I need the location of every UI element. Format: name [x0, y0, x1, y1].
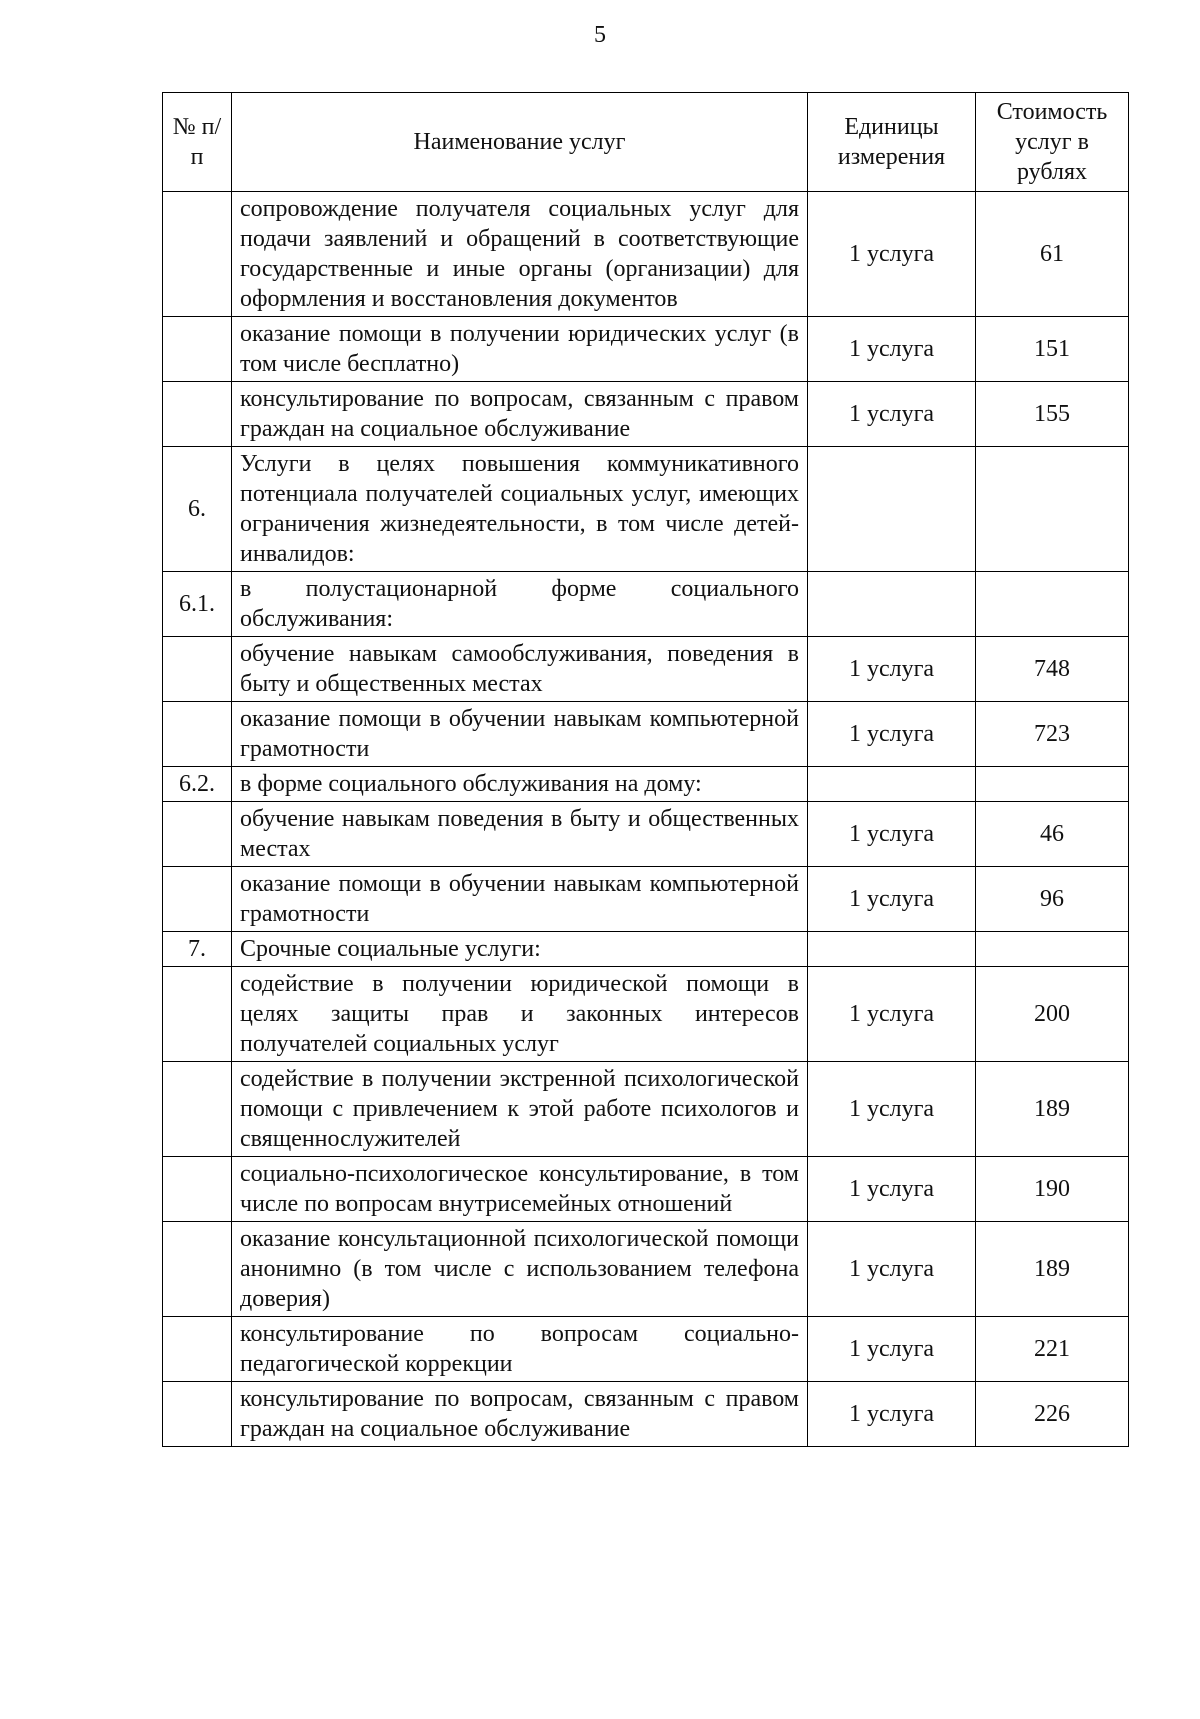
header-number: № п/п [163, 93, 232, 192]
service-price: 155 [976, 382, 1129, 447]
table-row [163, 867, 1129, 932]
unit-of-measure: 1 услуга [808, 1222, 976, 1317]
row-number [163, 637, 232, 702]
table-row [163, 317, 1129, 382]
service-name: содействие в получении юридической помощи в целях защиты прав и законных интересов получателей социальных услуг [232, 967, 808, 1062]
table-row [163, 382, 1129, 447]
table-row [163, 802, 1129, 867]
service-price: 221 [976, 1317, 1129, 1382]
row-number [163, 867, 232, 932]
table-header-row [163, 93, 1129, 192]
unit-of-measure: 1 услуга [808, 637, 976, 702]
service-price [976, 447, 1129, 572]
service-price [976, 932, 1129, 967]
unit-of-measure: 1 услуга [808, 317, 976, 382]
row-number: 6. [163, 447, 232, 572]
row-number [163, 1157, 232, 1222]
unit-of-measure: 1 услуга [808, 1382, 976, 1447]
unit-of-measure: 1 услуга [808, 192, 976, 317]
unit-of-measure [808, 572, 976, 637]
service-price: 226 [976, 1382, 1129, 1447]
row-number [163, 382, 232, 447]
page-number: 5 [594, 22, 606, 48]
row-number [163, 1382, 232, 1447]
table-row [163, 967, 1129, 1062]
table-row [163, 192, 1129, 317]
table-row [163, 1317, 1129, 1382]
service-name: социально-психологическое консультирование, в том числе по вопросам внутрисемейных отношений [232, 1157, 808, 1222]
row-number [163, 1062, 232, 1157]
service-price: 96 [976, 867, 1129, 932]
service-price: 748 [976, 637, 1129, 702]
row-number [163, 1222, 232, 1317]
row-number [163, 802, 232, 867]
unit-of-measure: 1 услуга [808, 967, 976, 1062]
header-service-name: Наименование услуг [232, 93, 808, 192]
service-name: консультирование по вопросам, связанным с правом граждан на социальное обслуживание [232, 382, 808, 447]
row-number: 6.2. [163, 767, 232, 802]
row-number [163, 1317, 232, 1382]
services-price-table [162, 92, 1129, 1447]
unit-of-measure [808, 447, 976, 572]
table-row [163, 767, 1129, 802]
service-price [976, 572, 1129, 637]
unit-of-measure: 1 услуга [808, 1317, 976, 1382]
service-price: 46 [976, 802, 1129, 867]
service-price: 151 [976, 317, 1129, 382]
row-number [163, 192, 232, 317]
service-name: консультирование по вопросам, связанным с правом граждан на социальное обслуживание [232, 1382, 808, 1447]
service-name: оказание помощи в обучении навыкам компьютерной грамотности [232, 867, 808, 932]
table-row [163, 1222, 1129, 1317]
service-price: 189 [976, 1062, 1129, 1157]
row-number [163, 702, 232, 767]
unit-of-measure: 1 услуга [808, 382, 976, 447]
service-price: 200 [976, 967, 1129, 1062]
row-number [163, 967, 232, 1062]
service-name: обучение навыкам поведения в быту и общественных местах [232, 802, 808, 867]
unit-of-measure: 1 услуга [808, 1157, 976, 1222]
unit-of-measure [808, 767, 976, 802]
table-row [163, 1062, 1129, 1157]
table-row [163, 447, 1129, 572]
unit-of-measure: 1 услуга [808, 867, 976, 932]
row-number: 6.1. [163, 572, 232, 637]
service-name: содействие в получении экстренной психологической помощи с привлечением к этой работе психологов и священнослужителей [232, 1062, 808, 1157]
table-row [163, 932, 1129, 967]
service-name: в полустационарной форме социального обслуживания: [232, 572, 808, 637]
service-price: 189 [976, 1222, 1129, 1317]
unit-of-measure [808, 932, 976, 967]
table-row [163, 702, 1129, 767]
service-name: Услуги в целях повышения коммуникативного потенциала получателей социальных услуг, имеющих ограничения жизнедеятельности, в том числе детей-инвалидов: [232, 447, 808, 572]
service-name: оказание помощи в обучении навыкам компьютерной грамотности [232, 702, 808, 767]
row-number: 7. [163, 932, 232, 967]
table-row [163, 637, 1129, 702]
service-name: оказание помощи в получении юридических услуг (в том числе бесплатно) [232, 317, 808, 382]
service-name: Срочные социальные услуги: [232, 932, 808, 967]
service-name: сопровождение получателя социальных услуг для подачи заявлений и обращений в соответствующие государственные и иные органы (организации) для оформления и восстановления документов [232, 192, 808, 317]
unit-of-measure: 1 услуга [808, 1062, 976, 1157]
table-row [163, 572, 1129, 637]
service-name: обучение навыкам самообслуживания, поведения в быту и общественных местах [232, 637, 808, 702]
row-number [163, 317, 232, 382]
table-row [163, 1157, 1129, 1222]
unit-of-measure: 1 услуга [808, 802, 976, 867]
header-price: Стоимость услуг в рублях [976, 93, 1129, 192]
service-price: 61 [976, 192, 1129, 317]
service-price [976, 767, 1129, 802]
service-name: в форме социального обслуживания на дому: [232, 767, 808, 802]
unit-of-measure: 1 услуга [808, 702, 976, 767]
table-row [163, 1382, 1129, 1447]
service-price: 723 [976, 702, 1129, 767]
header-units: Единицы измерения [808, 93, 976, 192]
service-name: оказание консультационной психологической помощи анонимно (в том числе с использованием телефона доверия) [232, 1222, 808, 1317]
service-price: 190 [976, 1157, 1129, 1222]
service-name: консультирование по вопросам социально-педагогической коррекции [232, 1317, 808, 1382]
